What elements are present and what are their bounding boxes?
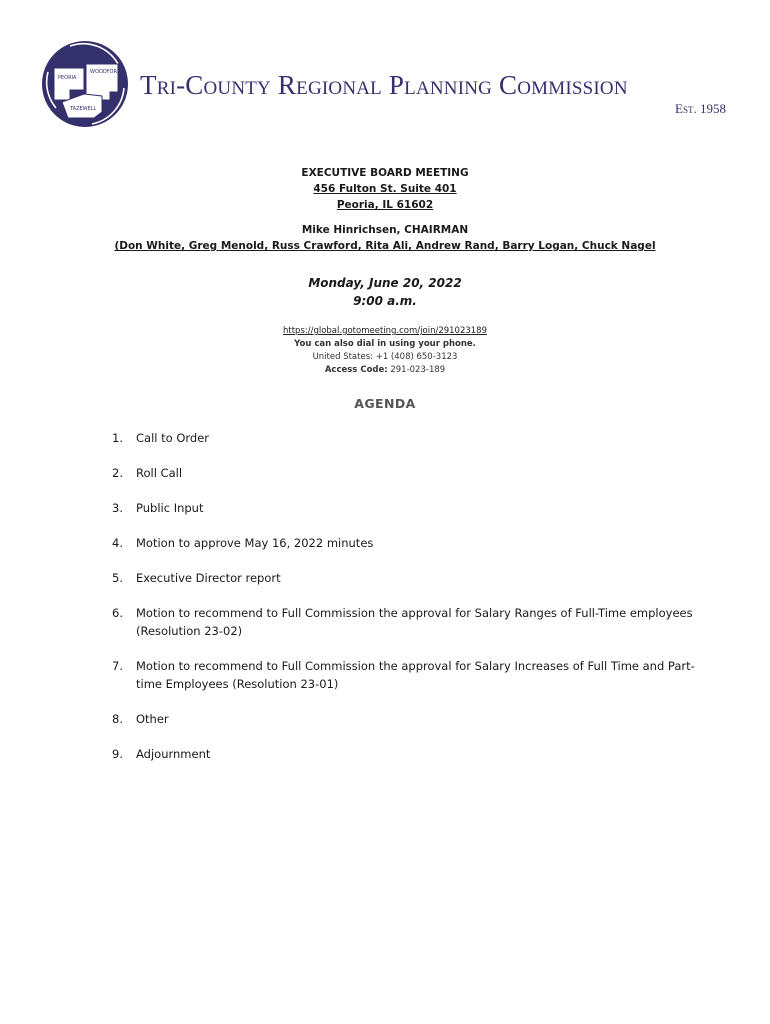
- meeting-date: Monday, June 20, 2022: [308, 276, 462, 290]
- agenda-list: [112, 429, 702, 780]
- agenda-item-text: Call to Order: [136, 431, 210, 445]
- agenda-item: [112, 657, 702, 693]
- access-code-label: Access Code:: [324, 365, 388, 375]
- agenda-item-text: Adjournment: [136, 747, 211, 761]
- meeting-members: (Don White, Greg Menold, Russ Crawford, Rita Ali, Andrew Rand, Barry Logan, Chuck Nagel: [114, 240, 656, 252]
- meeting-address-line2: Peoria, IL 61602: [336, 199, 434, 211]
- agenda-item-number: 4.: [112, 536, 123, 550]
- agenda-item-number: 8.: [112, 712, 123, 726]
- agenda-item-text: Motion to approve May 16, 2022 minutes: [136, 536, 374, 550]
- agenda-item-number: 2.: [112, 466, 123, 480]
- meeting-address-line1: 456 Fulton St. Suite 401: [313, 183, 457, 195]
- meeting-link[interactable]: https://global.gotomeeting.com/join/291023189: [282, 326, 487, 336]
- meeting-info: [0, 165, 770, 254]
- agenda-item-text: Motion to recommend to Full Commission the approval for Salary Increases of Full Time and Part-time Employees (Resolution 23-01): [136, 659, 695, 691]
- agenda-item-number: 9.: [112, 747, 123, 761]
- organization-name: Tri-County Regional Planning Commission: [140, 70, 628, 100]
- access-code-value: 291-023-189: [390, 365, 446, 375]
- logo-county-label: TAZEWELL: [70, 106, 97, 112]
- meeting-chairman: Mike Hinrichsen, CHAIRMAN: [301, 224, 469, 236]
- agenda-item-text: Other: [136, 712, 169, 726]
- commission-logo: [40, 38, 130, 130]
- agenda-item-number: 3.: [112, 501, 123, 515]
- agenda-item: [112, 534, 702, 552]
- agenda-item-number: 7.: [112, 659, 123, 673]
- agenda-heading: AGENDA: [354, 396, 416, 411]
- agenda-item-number: 6.: [112, 606, 123, 620]
- meeting-title: EXECUTIVE BOARD MEETING: [301, 167, 469, 179]
- access-code-line: [0, 364, 770, 377]
- logo-county-label: WOODFORD: [90, 69, 121, 75]
- agenda-item-text: Executive Director report: [136, 571, 281, 585]
- agenda-item: [112, 499, 702, 517]
- agenda-item: [112, 429, 702, 447]
- agenda-item: [112, 604, 702, 640]
- agenda-item: [112, 569, 702, 587]
- agenda-item-text: Motion to recommend to Full Commission the approval for Salary Ranges of Full-Time employees (Resolution 23-02): [136, 606, 693, 638]
- meeting-time: 9:00 a.m.: [353, 294, 417, 308]
- dial-in-note: You can also dial in using your phone.: [294, 339, 476, 349]
- agenda-item-text: Public Input: [136, 501, 204, 515]
- agenda-item: [112, 745, 702, 763]
- agenda-item-text: Roll Call: [136, 466, 183, 480]
- agenda-item-number: 1.: [112, 431, 123, 445]
- logo-county-label: PEORIA: [58, 75, 77, 81]
- agenda-item: [112, 464, 702, 482]
- established-year: Est. 1958: [675, 101, 726, 116]
- meeting-schedule: [0, 274, 770, 310]
- call-in-info: [0, 325, 770, 377]
- agenda-item: [112, 710, 702, 728]
- agenda-item-number: 5.: [112, 571, 123, 585]
- dial-in-phone: United States: +1 (408) 650-3123: [312, 352, 458, 362]
